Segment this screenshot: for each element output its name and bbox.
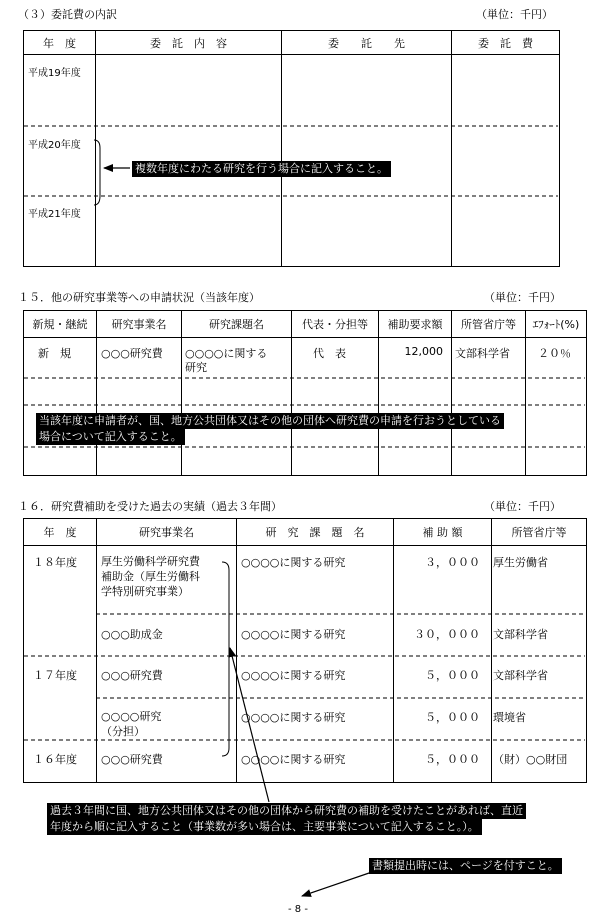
row-status: 新 規: [38, 347, 71, 360]
row-amount: 12,000: [404, 345, 443, 358]
grant-ministry: 文部科学省: [493, 628, 548, 641]
program-line: （分担）: [101, 725, 145, 738]
year-h20: 平成20年度: [28, 140, 81, 151]
past-grants-note-line1: 過去３年間に国、地方公共団体又はその他の団体から研究費の補助を受けたことがあれば、直近: [47, 803, 526, 819]
header-content: 委 託 内 容: [96, 31, 282, 55]
dashed-separators-s3: [24, 126, 558, 196]
header-effort: ｴﾌｫｰﾄ(%): [526, 311, 587, 338]
header-amount: 補助要求額: [379, 311, 452, 338]
header-amount: 補 助 額: [394, 519, 492, 546]
grant-topic: ○○○○に関する研究: [241, 556, 346, 569]
applications-note-line2: 場合について記入すること。: [36, 429, 185, 445]
grant-ministry: 文部科学省: [493, 669, 548, 682]
header-contractor: 委 託 先: [282, 31, 452, 55]
header-ministry: 所管省庁等: [492, 519, 587, 546]
grant-ministry: 環境省: [493, 711, 526, 724]
arrow-page-number: [302, 872, 372, 896]
header-topic: 研究課題名: [182, 311, 292, 338]
header-year: 年 度: [24, 31, 96, 55]
grant-program: ○○○研究費: [101, 669, 163, 682]
multi-year-note: 複数年度にわたる研究を行う場合に記入すること。: [132, 161, 391, 177]
grant-amount: ３，０００: [425, 556, 480, 569]
program-line: 学特別研究事業）: [101, 585, 189, 598]
grant-ministry: 厚生労働省: [493, 556, 548, 569]
grant-amount: ５，０００: [425, 669, 480, 682]
header-role: 代表・分担等: [292, 311, 379, 338]
row-program: ○○○研究費: [101, 347, 163, 360]
grant-ministry: （財）○○財団: [493, 753, 568, 766]
grant-topic: ○○○○に関する研究: [241, 669, 346, 682]
program-line: 厚生労働科学研究費: [101, 555, 200, 568]
header-status: 新規・継続: [24, 311, 97, 338]
section3-title: （３）委託費の内訳: [18, 8, 117, 21]
section16-unit: （単位：千円）: [484, 500, 561, 513]
section15-unit: （単位：千円）: [484, 291, 561, 304]
grant-program: ○○○研究費: [101, 753, 163, 766]
program-line: 補助金（厚生労働科: [101, 570, 200, 583]
row-topic-line1: ○○○○に関する: [185, 347, 268, 360]
row-role: 代 表: [313, 347, 346, 360]
brace-s16: [222, 562, 229, 756]
grant-topic: ○○○○に関する研究: [241, 753, 346, 766]
dashed-separators-s15: [24, 378, 585, 447]
header-program: 研究事業名: [97, 519, 237, 546]
section15-title: １５．他の研究事業等への申請状況（当該年度）: [18, 291, 260, 304]
header-topic: 研 究 課 題 名: [237, 519, 394, 546]
header-fee: 委 託 費: [452, 31, 560, 55]
row-ministry: 文部科学省: [455, 347, 510, 360]
past-grants-note-line2: 年度から順に記入すること（事業数が多い場合は、主要事業について記入すること。）。: [47, 819, 482, 835]
grant-year-16: １６年度: [33, 753, 77, 766]
grant-amount: ３０，０００: [414, 628, 480, 641]
row-effort: ２０％: [538, 347, 571, 360]
section16-title: １６．研究費補助を受けた過去の実績（過去３年間）: [18, 500, 282, 513]
header-program: 研究事業名: [97, 311, 182, 338]
grant-year-18: １８年度: [33, 556, 77, 569]
grant-year-17: １７年度: [33, 669, 77, 682]
dashed-separators-s16: [24, 614, 585, 740]
header-year: 年 度: [24, 519, 97, 546]
header-ministry: 所管省庁等: [452, 311, 526, 338]
page-number-note: 書類提出時には、ページを付すこと。: [369, 858, 562, 874]
row-topic-line2: 研究: [185, 361, 207, 374]
page-number: - 8 -: [288, 904, 308, 915]
program-line: ○○○○研究: [101, 710, 162, 723]
grant-topic: ○○○○に関する研究: [241, 711, 346, 724]
grant-amount: ５，０００: [425, 753, 480, 766]
year-h21: 平成21年度: [28, 209, 81, 220]
grant-program: ○○○助成金: [101, 628, 163, 641]
arrow-s16: [230, 648, 269, 802]
year-h19: 平成19年度: [28, 68, 81, 79]
applications-note-line1: 当該年度に申請者が、国、地方公共団体又はその他の団体へ研究費の申請を行おうとしている: [36, 413, 504, 429]
grant-topic: ○○○○に関する研究: [241, 628, 346, 641]
brace-s3: [94, 140, 100, 205]
section3-unit: （単位：千円）: [476, 8, 553, 21]
grant-amount: ５，０００: [425, 711, 480, 724]
